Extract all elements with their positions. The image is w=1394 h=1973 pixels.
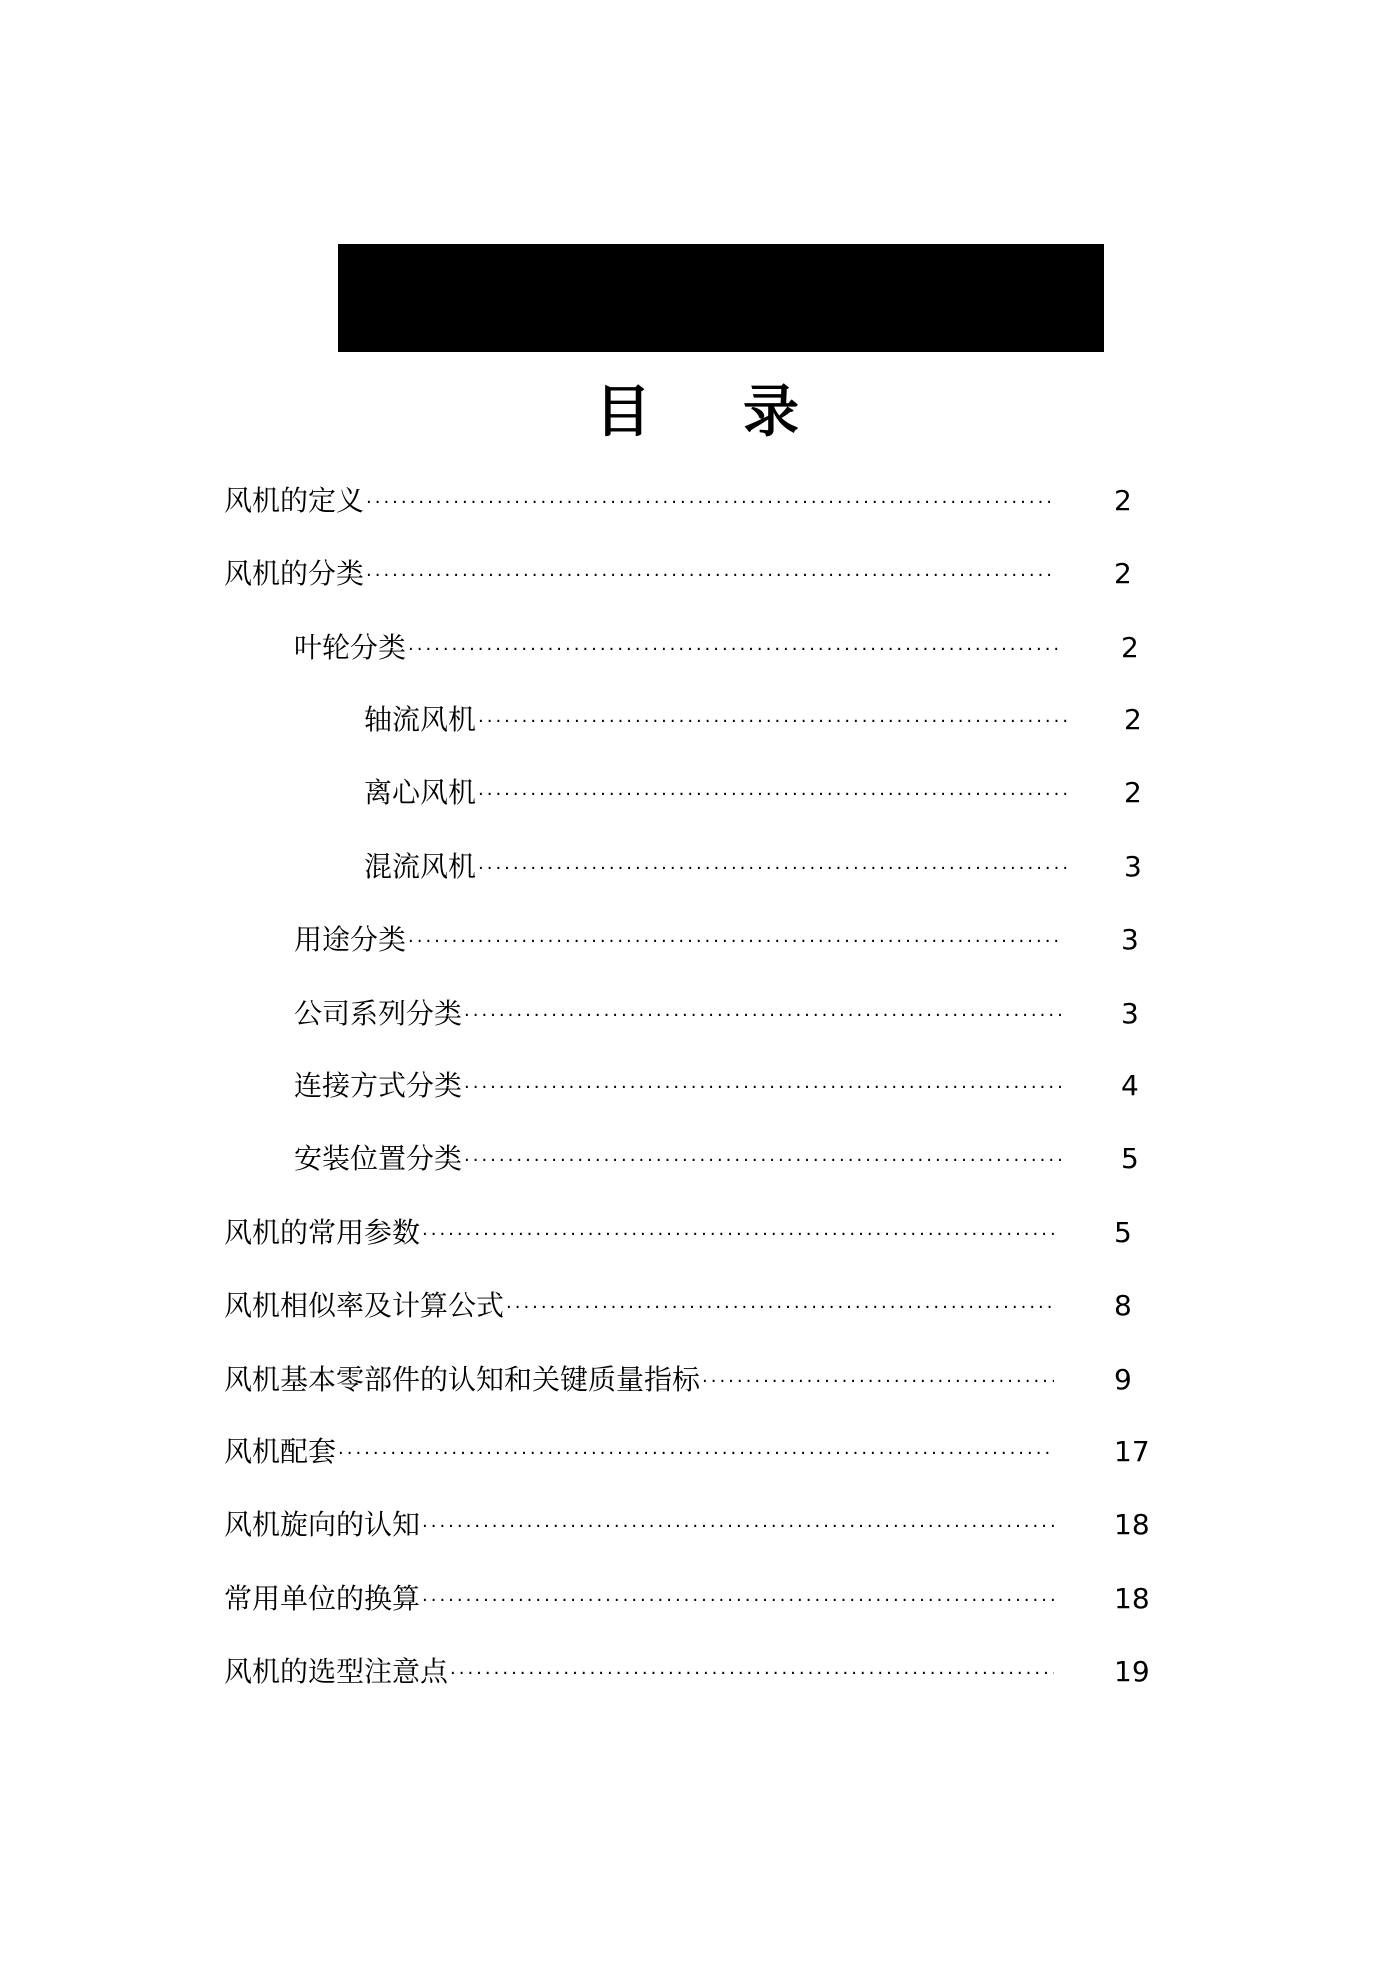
- toc-entry-page: 17: [1114, 1435, 1150, 1468]
- toc-entry-page: 4: [1121, 1069, 1139, 1102]
- toc-dot-leader: [702, 1358, 1054, 1402]
- toc-entry-page: 18: [1114, 1508, 1150, 1541]
- toc-entry-label: 公司系列分类: [294, 997, 463, 1030]
- toc-entry[interactable]: [224, 1432, 1054, 1472]
- toc-entry[interactable]: [294, 1139, 1062, 1179]
- toc-entry-label: 安装位置分类: [294, 1142, 463, 1175]
- toc-entry[interactable]: [364, 700, 1070, 740]
- toc-entry[interactable]: [224, 481, 1054, 521]
- toc-entry-label: 风机基本零部件的认知和关键质量指标: [224, 1363, 701, 1396]
- toc-dot-leader: [450, 1650, 1054, 1694]
- toc-dot-leader: [408, 918, 1062, 962]
- toc-entry-page: 19: [1114, 1655, 1150, 1688]
- toc-entry[interactable]: [224, 1213, 1054, 1253]
- toc-dot-leader: [408, 626, 1062, 670]
- toc-dot-leader: [366, 479, 1054, 523]
- toc-entry-page: 3: [1124, 850, 1142, 883]
- toc-dot-leader: [464, 992, 1062, 1036]
- toc-entry-page: 5: [1121, 1142, 1139, 1175]
- toc-entry-label: 风机的定义: [224, 484, 365, 517]
- toc-dot-leader: [422, 1503, 1054, 1547]
- toc-dot-leader: [366, 552, 1054, 596]
- toc-dot-leader: [464, 1137, 1062, 1181]
- toc-entry-page: 2: [1124, 776, 1142, 809]
- toc-entry-label: 叶轮分类: [294, 631, 407, 664]
- toc-entry-label: 风机的分类: [224, 557, 365, 590]
- toc-entry-label: 轴流风机: [364, 703, 477, 736]
- toc-entry[interactable]: [224, 1360, 1054, 1400]
- toc-entry[interactable]: [224, 1579, 1054, 1619]
- toc-entry-page: 2: [1124, 703, 1142, 736]
- toc-entry-page: 2: [1121, 631, 1139, 664]
- toc-entry-label: 风机旋向的认知: [224, 1508, 421, 1541]
- toc-entry[interactable]: [224, 1505, 1054, 1545]
- toc-entry-page: 5: [1114, 1216, 1132, 1249]
- toc-entry-page: 3: [1121, 997, 1139, 1030]
- toc-entry-page: 18: [1114, 1582, 1150, 1615]
- toc-dot-leader: [506, 1284, 1054, 1328]
- toc-dot-leader: [478, 698, 1070, 742]
- toc-title-char-1: 目: [595, 380, 651, 445]
- toc-title-char-2: 录: [743, 380, 799, 445]
- toc-dot-leader: [464, 1064, 1062, 1108]
- toc-entry[interactable]: [364, 773, 1070, 813]
- toc-entry-label: 混流风机: [364, 850, 477, 883]
- toc-entry[interactable]: [294, 920, 1062, 960]
- toc-dot-leader: [478, 845, 1070, 889]
- toc-dot-leader: [338, 1430, 1054, 1474]
- toc-entry-label: 常用单位的换算: [224, 1582, 421, 1615]
- toc-entry[interactable]: [224, 554, 1054, 594]
- toc-entry[interactable]: [294, 1066, 1062, 1106]
- toc-entry[interactable]: [364, 847, 1070, 887]
- toc-entry-label: 风机的选型注意点: [224, 1655, 449, 1688]
- toc-dot-leader: [422, 1577, 1054, 1621]
- toc-entry-label: 用途分类: [294, 923, 407, 956]
- toc-entry-page: 2: [1114, 557, 1132, 590]
- toc-entry-page: 2: [1114, 484, 1132, 517]
- toc-entry-label: 风机的常用参数: [224, 1216, 421, 1249]
- toc-entry[interactable]: [294, 994, 1062, 1034]
- toc-entry-label: 风机相似率及计算公式: [224, 1289, 505, 1322]
- toc-entry-label: 离心风机: [364, 776, 477, 809]
- toc-entry-page: 9: [1114, 1363, 1132, 1396]
- toc-dot-leader: [422, 1211, 1054, 1255]
- toc-entry[interactable]: [224, 1286, 1054, 1326]
- toc-entry-label: 连接方式分类: [294, 1069, 463, 1102]
- toc-entry-page: 8: [1114, 1289, 1132, 1322]
- toc-dot-leader: [478, 771, 1070, 815]
- toc-entry-label: 风机配套: [224, 1435, 337, 1468]
- toc-entry[interactable]: [224, 1652, 1054, 1692]
- toc-entry[interactable]: [294, 628, 1062, 668]
- toc-entry-page: 3: [1121, 923, 1139, 956]
